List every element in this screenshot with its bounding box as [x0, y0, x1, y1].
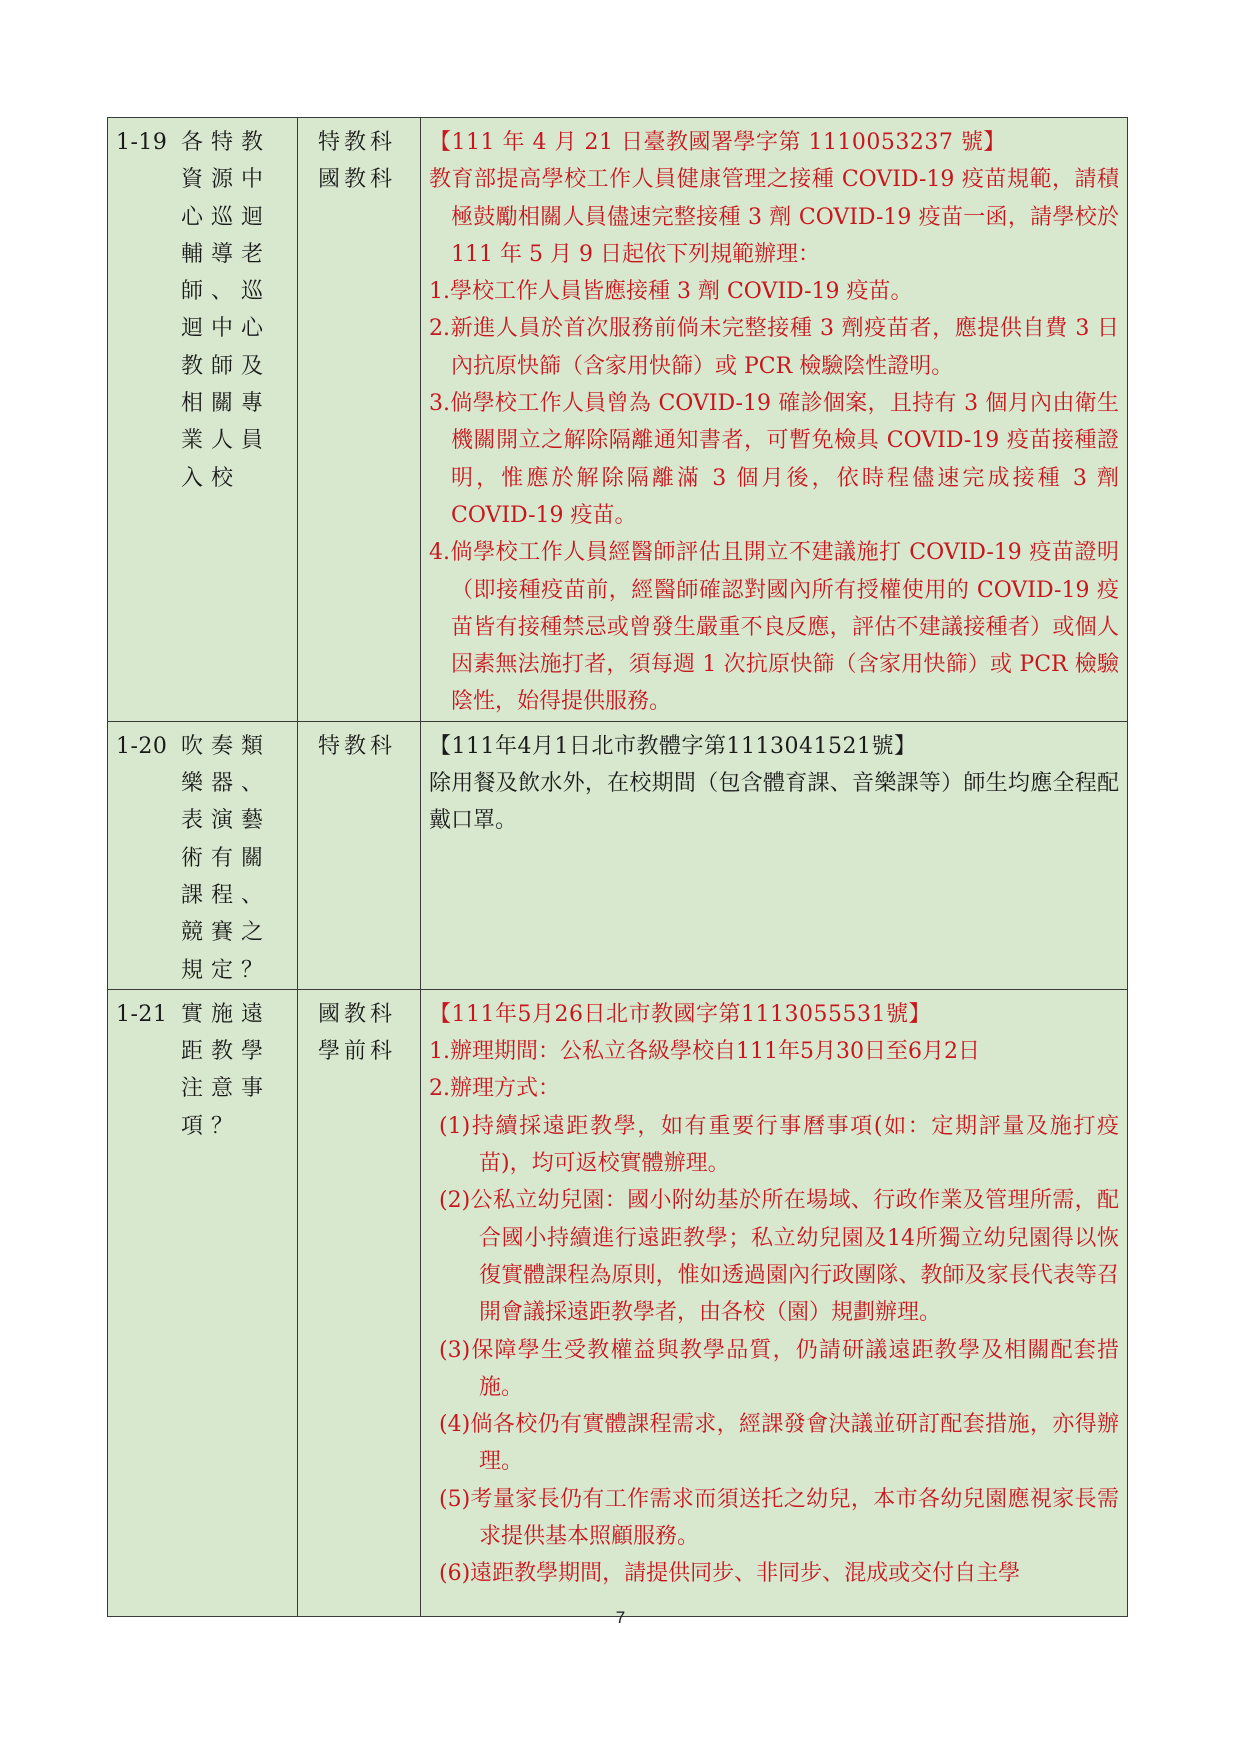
topic-cell	[108, 721, 298, 989]
dept-label: 特教科	[318, 130, 397, 155]
item-topic: 吹奏類樂器、表演藝術有關課程、競賽之規定？	[181, 733, 272, 983]
table-row	[108, 721, 1128, 989]
document-reference: 【111年5月26日北市教國字第1113055531號】	[429, 1001, 931, 1027]
topic-cell	[108, 118, 298, 722]
content-item: 2.辦理方式：	[429, 1076, 560, 1102]
item-topic: 各特教資源中心巡迴輔導老師、巡迴中心教師及相關專業人員入校	[181, 130, 272, 491]
item-number: 1-19	[116, 130, 168, 155]
document-reference: 【111 年 4 月 21 日臺教國署學字第 1110053237 號】	[429, 130, 1006, 155]
item-topic: 實施遠距教學注意事項？	[181, 1001, 272, 1139]
table-row	[108, 118, 1128, 722]
topic-cell	[108, 989, 298, 1616]
page-number: 7	[615, 1608, 626, 1627]
content-subitem: (3)保障學生受教權益與教學品質，仍請研議遠距教學及相關配套措施。	[439, 1337, 1119, 1400]
content-item: 4.倘學校工作人員經醫師評估且開立不建議施打 COVID-19 疫苗證明（即接種疫苗前，經醫師確認對國內所有授權使用的 COVID-19 疫苗皆有接種禁忌或曾發生嚴重不良反應，評估不建議接種者）或個人因素無法施打者，須每週 1 次抗原快篩（含家用快篩）或 PCR 檢驗陰性，始得提供服務。	[429, 540, 1119, 715]
dept-cell	[298, 721, 421, 989]
faq-table	[107, 117, 1128, 1617]
content-intro: 教育部提高學校工作人員健康管理之接種 COVID-19 疫苗規範，請積極鼓勵相關人員儘速完整接種 3 劑 COVID-19 疫苗一函，請學校於 111 年 5 月 9 日起依下列規範辦理：	[429, 167, 1119, 267]
content-body: 除用餐及飲水外，在校期間（包含體育課、音樂課等）師生均應全程配戴口罩。	[429, 771, 1119, 834]
content-subitem: (5)考量家長仍有工作需求而須送托之幼兒，本市各幼兒園應視家長需求提供基本照顧服務。	[439, 1486, 1119, 1549]
content-subitem: (2)公私立幼兒園：國小附幼基於所在場域、行政作業及管理所需，配合國小持續進行遠距教學；私立幼兒園及14所獨立幼兒園得以恢復實體課程為原則，惟如透過園內行政團隊、教師及家長代表等召開會議採遠距教學者，由各校（園）規劃辦理。	[439, 1188, 1119, 1326]
content-subitem: (6)遠距教學期間，請提供同步、非同步、混成或交付自主學	[439, 1561, 1021, 1587]
content-cell	[421, 989, 1128, 1616]
content-cell	[421, 721, 1128, 989]
dept-cell	[298, 118, 421, 722]
content-item: 1.學校工作人員皆應接種 3 劑 COVID-19 疫苗。	[429, 279, 913, 305]
dept-cell	[298, 989, 421, 1616]
item-number: 1-20	[116, 733, 168, 759]
content-subitem: (4)倘各校仍有實體課程需求，經課發會決議並研訂配套措施，亦得辦理。	[439, 1412, 1119, 1475]
content-cell	[421, 118, 1128, 722]
dept-label: 學前科	[318, 1039, 397, 1065]
item-number: 1-21	[116, 1001, 168, 1027]
content-item: 3.倘學校工作人員曾為 COVID-19 確診個案，且持有 3 個月內由衛生機關開立之解除隔離通知書者，可暫免檢具 COVID-19 疫苗接種證明，惟應於解除隔離滿 3 個月後，依時程儘速完成接種 3 劑 COVID-19 疫苗。	[429, 391, 1119, 528]
dept-label: 國教科	[318, 1001, 397, 1027]
document-reference: 【111年4月1日北市教體字第1113041521號】	[429, 733, 917, 759]
table-row	[108, 989, 1128, 1616]
content-item: 2.新進人員於首次服務前倘未完整接種 3 劑疫苗者，應提供自費 3 日內抗原快篩（含家用快篩）或 PCR 檢驗陰性證明。	[429, 316, 1119, 379]
content-item: 1.辦理期間：公私立各級學校自111年5月30日至6月2日	[429, 1039, 980, 1065]
content-subitem: (1)持續採遠距教學，如有重要行事曆事項(如：定期評量及施打疫苗)，均可返校實體辦理。	[439, 1113, 1119, 1177]
dept-label: 特教科	[318, 733, 397, 759]
dept-label: 國教科	[318, 167, 397, 193]
